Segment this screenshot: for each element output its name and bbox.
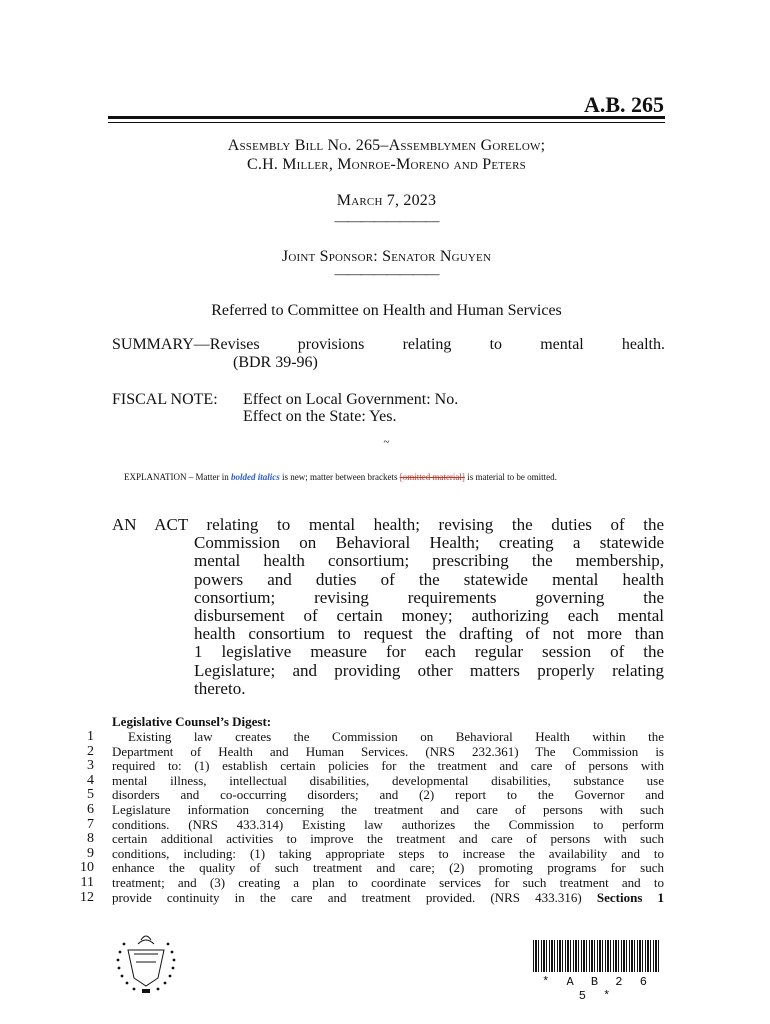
digest-line-last (112, 891, 664, 906)
separator: ———————— (334, 267, 439, 282)
line-number: 11 (80, 874, 94, 890)
state-seal-icon (114, 928, 178, 996)
explanation-omitted: [omitted material] (399, 472, 465, 482)
summary (112, 336, 665, 354)
line-number: 5 (87, 787, 94, 803)
digest-line: Legislature information concerning the treatment and care of persons with such (112, 801, 664, 817)
bill-date: March 7, 2023 (336, 192, 437, 209)
summary-word: relating (402, 336, 452, 353)
summary-bdr: (BDR 39-96) (233, 354, 318, 371)
separator: ———————— (334, 214, 439, 229)
committee-referral: Referred to Committee on Health and Human Services (211, 302, 562, 319)
digest-line: conditions, including: (1) taking appropriate steps to increase the availability and to (112, 845, 664, 861)
digest-line: Department of Health and Human Services. (NRS 232.361) The Commission is (112, 743, 664, 759)
summary-word: health. (621, 336, 665, 353)
digest-line: required to: (1) establish certain policies for the treatment and care of persons with (112, 758, 664, 774)
summary-word: provisions (297, 336, 365, 353)
bill-title-line1: Assembly Bill No. 265–Assemblymen Gorelow; (227, 137, 546, 154)
act-line: health consortium to request the drafting of not more than (194, 624, 664, 644)
summary-word: to (489, 336, 503, 353)
fiscal-note-state: Effect on the State: Yes. (243, 408, 397, 425)
explanation (124, 472, 557, 482)
line-number: 9 (87, 845, 94, 861)
line-number: 10 (80, 860, 94, 876)
act-line: powers and duties of the statewide mental health (194, 569, 664, 589)
digest-line: treatment; and (3) creating a plan to coordinate services for such treatment and to (112, 874, 664, 890)
act-line: Legislature; and providing other matters properly relating (194, 660, 664, 680)
line-numbers (70, 730, 94, 905)
digest-line: enhance the quality of such treatment and care; (2) promoting programs for such (112, 860, 664, 876)
sections-bold: Sections 1 (596, 889, 665, 905)
bill-number: A.B. 265 (583, 92, 664, 117)
act-line: consortium; revising requirements governing the (194, 587, 664, 607)
header-rule-thin (108, 122, 665, 123)
digest-line: provide continuity in the care and treatment provided. (NRS 433.316) (112, 889, 582, 905)
act-line: thereto. (194, 678, 246, 698)
bill-title-line2: C.H. Miller, Monroe-Moreno and Peters (247, 156, 526, 173)
summary-word: SUMMARY—Revises (112, 336, 260, 353)
explanation-new: bolded italics (231, 472, 280, 482)
line-number: 12 (80, 889, 94, 905)
line-number: 8 (87, 831, 94, 847)
line-number: 3 (87, 758, 94, 774)
digest-line: certain additional activities to improve the treatment and care of persons with such (112, 831, 664, 847)
tilde-divider: ~ (383, 436, 390, 448)
digest-body (112, 730, 664, 905)
line-number: 6 (87, 801, 94, 817)
fiscal-note-local: Effect on Local Government: No. (243, 391, 459, 408)
line-number: 1 (87, 729, 94, 744)
digest-line: Existing law creates the Commission on Behavioral Health within the (128, 729, 664, 744)
act-line: mental health consortium; prescribing the membership, (194, 551, 664, 571)
explanation-middle: is new; matter between brackets (279, 472, 400, 482)
header-rule (108, 116, 665, 119)
summary-word: mental (540, 336, 584, 353)
barcode-text: * A B 2 6 5 * (542, 975, 652, 1003)
explanation-suffix: is material to be omitted. (464, 472, 557, 482)
line-number: 7 (87, 816, 94, 832)
explanation-prefix: EXPLANATION – Matter in (124, 472, 231, 482)
act-title (112, 516, 664, 698)
digest-heading: Legislative Counsel’s Digest: (112, 714, 272, 729)
act-line: disbursement of certain money; authorizing each mental (194, 606, 664, 626)
fiscal-note-label: FISCAL NOTE: (112, 391, 218, 408)
digest-line: mental illness, intellectual disabilities, developmental disabilities, substance use (112, 772, 664, 788)
digest-line: disorders and co-occurring disorders; and (2) report to the Governor and (112, 787, 664, 803)
line-number: 4 (87, 772, 94, 788)
act-line: Commission on Behavioral Health; creating a statewide (194, 533, 664, 553)
digest-line: conditions. (NRS 433.314) Existing law authorizes the Commission to perform (112, 816, 664, 832)
line-number: 2 (87, 743, 94, 759)
act-line: 1 legislative measure for each regular session of the (194, 642, 664, 662)
act-line: AN ACT relating to mental health; revising the duties of the (112, 515, 664, 534)
joint-sponsor: Joint Sponsor: Senator Nguyen (281, 248, 492, 265)
barcode (533, 940, 661, 972)
